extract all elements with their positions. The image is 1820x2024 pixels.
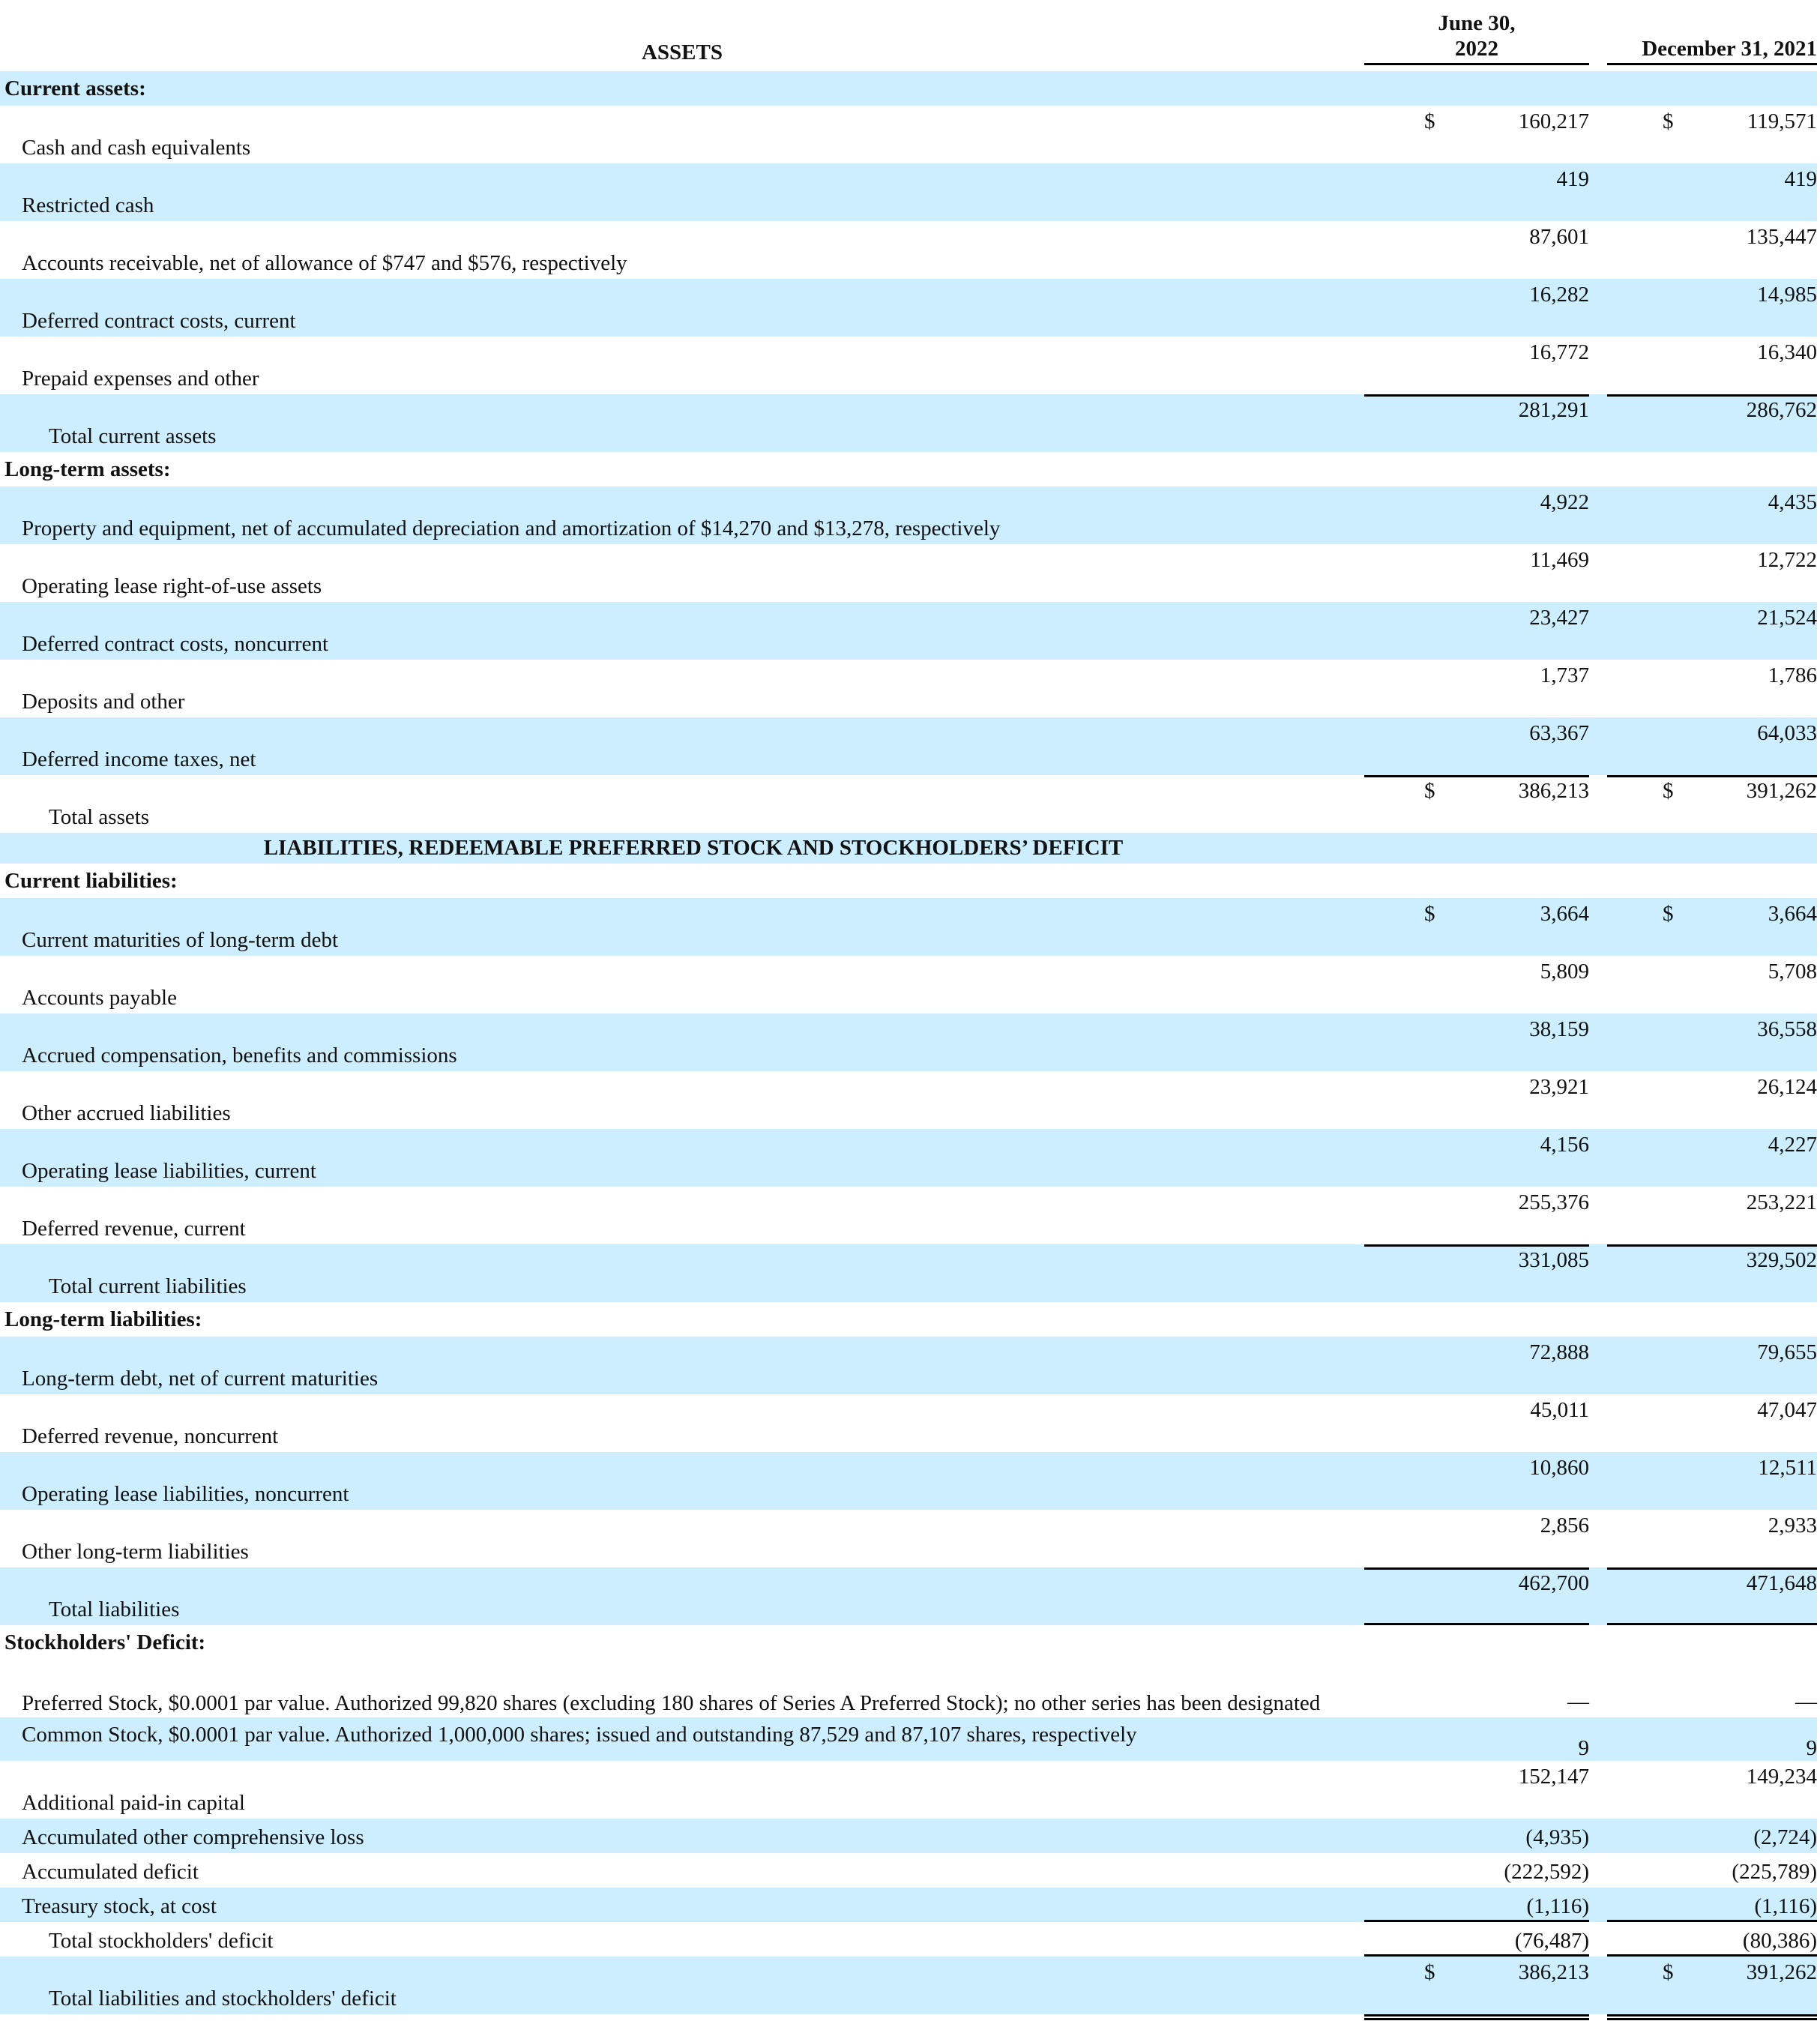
table-row [0, 1013, 1817, 1071]
row-label: Treasury stock, at cost [22, 1894, 217, 1918]
table-row [0, 956, 1817, 1013]
rule-line [1607, 1244, 1817, 1247]
value-june-2022: 2,856 [1540, 1514, 1589, 1537]
table-row [0, 717, 1817, 775]
value-june-2022: (1,116) [1526, 1894, 1589, 1918]
table-row [0, 864, 1817, 898]
value-june-2022: 10,860 [1529, 1456, 1589, 1480]
table-row [0, 1761, 1817, 1819]
column-header-june-2022 [1364, 10, 1589, 65]
value-june-2022: 281,291 [1518, 398, 1589, 422]
value-dec-2021: 4,227 [1768, 1133, 1817, 1157]
value-june-2022: 4,156 [1540, 1133, 1589, 1157]
table-row [0, 1302, 1817, 1337]
value-june-2022: 152,147 [1518, 1765, 1589, 1789]
value-dec-2021: 36,558 [1757, 1017, 1817, 1041]
value-june-2022: 87,601 [1529, 225, 1589, 249]
value-june-2022: 63,367 [1529, 721, 1589, 745]
table-row [0, 337, 1817, 394]
row-label: LIABILITIES, REDEEMABLE PREFERRED STOCK AND STOCKHOLDERS’ DEFICIT [263, 836, 1124, 860]
value-dec-2021: 21,524 [1757, 606, 1817, 630]
value-dec-2021: 391,262 [1746, 1960, 1817, 1984]
row-label: Operating lease right-of-use assets [22, 574, 322, 598]
value-june-2022: 331,085 [1518, 1248, 1589, 1272]
row-label: Operating lease liabilities, current [22, 1159, 316, 1183]
table-row [0, 487, 1817, 544]
table-row [0, 1957, 1817, 2014]
table-row [0, 602, 1817, 660]
table-row [0, 106, 1817, 163]
row-label: Long-term liabilities: [4, 1307, 202, 1331]
table-row [0, 1717, 1817, 1761]
currency-symbol: $ [1424, 902, 1435, 926]
value-june-2022: 16,282 [1529, 283, 1589, 307]
row-label: Operating lease liabilities, noncurrent [22, 1482, 349, 1506]
value-dec-2021: 47,047 [1757, 1398, 1817, 1422]
double-rule-line [1364, 2014, 1589, 2020]
table-row [0, 1187, 1817, 1244]
rule-line [1607, 1567, 1817, 1570]
value-dec-2021: (2,724) [1753, 1825, 1817, 1849]
value-dec-2021: 4,435 [1768, 490, 1817, 514]
row-label: Prepaid expenses and other [22, 367, 259, 391]
value-dec-2021: 9 [1806, 1736, 1817, 1760]
row-label: Accrued compensation, benefits and commissions [22, 1043, 457, 1067]
table-header [0, 0, 1820, 71]
table-row [0, 1337, 1817, 1394]
value-dec-2021: 419 [1784, 167, 1817, 191]
rule-line [1364, 394, 1589, 397]
value-june-2022: 38,159 [1529, 1017, 1589, 1041]
column-header-line: 2022 [1455, 37, 1498, 61]
value-june-2022: 1,737 [1540, 663, 1589, 687]
value-june-2022: (76,487) [1514, 1929, 1589, 1953]
currency-symbol: $ [1663, 1960, 1674, 1984]
assets-title: ASSETS [641, 40, 723, 64]
row-label: Accumulated other comprehensive loss [22, 1825, 364, 1849]
table-row [0, 394, 1817, 452]
row-label: Current liabilities: [4, 869, 178, 893]
column-header-line: June 30, [1438, 11, 1516, 35]
rule-line [1364, 1567, 1589, 1570]
row-label: Total assets [49, 805, 150, 829]
table-row [0, 775, 1817, 833]
table-row [0, 544, 1817, 602]
value-dec-2021: 253,221 [1746, 1190, 1817, 1214]
value-dec-2021: (1,116) [1754, 1894, 1817, 1918]
value-june-2022: — [1567, 1690, 1589, 1714]
row-label: Other accrued liabilities [22, 1101, 231, 1125]
value-june-2022: 23,921 [1529, 1075, 1589, 1099]
value-dec-2021: 16,340 [1757, 340, 1817, 364]
value-dec-2021: 5,708 [1768, 960, 1817, 984]
row-label: Stockholders' Deficit: [4, 1630, 206, 1654]
row-label: Total liabilities and stockholders' deficit [49, 1987, 397, 2011]
value-dec-2021: 135,447 [1746, 225, 1817, 249]
rule-line [1607, 775, 1817, 777]
value-dec-2021: 149,234 [1746, 1765, 1817, 1789]
table-row [0, 221, 1817, 279]
row-label: Property and equipment, net of accumulated depreciation and amortization of $14,270 and $13,278, respectively [22, 516, 1001, 540]
table-row [0, 1394, 1817, 1452]
table-row [0, 1888, 1817, 1922]
column-header-dec-2021: December 31, 2021 [1607, 36, 1817, 65]
value-dec-2021: 119,571 [1747, 109, 1817, 133]
row-label: Accumulated deficit [22, 1860, 199, 1884]
table-row [0, 71, 1817, 106]
value-dec-2021: 14,985 [1757, 283, 1817, 307]
value-dec-2021: 26,124 [1757, 1075, 1817, 1099]
table-row [0, 1452, 1817, 1510]
row-label: Restricted cash [22, 193, 154, 217]
value-june-2022: 462,700 [1518, 1571, 1589, 1595]
value-dec-2021: 286,762 [1746, 398, 1817, 422]
value-dec-2021: 12,722 [1757, 548, 1817, 572]
value-dec-2021: 64,033 [1757, 721, 1817, 745]
row-label: Current assets: [4, 76, 146, 100]
table-row [0, 1922, 1817, 1957]
value-june-2022: 419 [1556, 167, 1589, 191]
table-row [0, 1625, 1817, 1660]
value-dec-2021: 3,664 [1768, 902, 1817, 926]
value-dec-2021: (225,789) [1732, 1860, 1817, 1884]
value-june-2022: 255,376 [1518, 1190, 1589, 1214]
value-dec-2021: 1,786 [1768, 663, 1817, 687]
table-row [0, 1129, 1817, 1187]
value-dec-2021: 391,262 [1746, 779, 1817, 803]
table-body [0, 71, 1820, 2014]
row-label: Deferred revenue, noncurrent [22, 1424, 279, 1448]
value-dec-2021: — [1795, 1690, 1817, 1714]
value-june-2022: 72,888 [1529, 1340, 1589, 1364]
table-row [0, 279, 1817, 337]
value-dec-2021: 329,502 [1746, 1248, 1817, 1272]
value-dec-2021: 2,933 [1768, 1514, 1817, 1537]
table-row [0, 1660, 1817, 1717]
row-label: Common Stock, $0.0001 par value. Authorized 1,000,000 shares; issued and outstanding 87,529 and 87,107 shares, respectively [22, 1723, 1137, 1747]
value-june-2022: 9 [1578, 1736, 1589, 1760]
row-label: Deposits and other [22, 690, 185, 714]
row-label: Deferred contract costs, current [22, 309, 296, 333]
row-label: Deferred contract costs, noncurrent [22, 632, 329, 656]
row-label: Additional paid-in capital [22, 1791, 245, 1815]
value-june-2022: 5,809 [1540, 960, 1589, 984]
table-row [0, 833, 1817, 864]
row-label: Total current assets [49, 424, 217, 448]
row-label: Accounts payable [22, 986, 177, 1010]
currency-symbol: $ [1663, 902, 1674, 926]
rule-line [1364, 1244, 1589, 1247]
value-dec-2021: 12,511 [1758, 1456, 1817, 1480]
value-june-2022: (222,592) [1504, 1860, 1589, 1884]
table-row [0, 1244, 1817, 1302]
table-row [0, 452, 1817, 487]
row-label: Accounts receivable, net of allowance of $747 and $576, respectively [22, 251, 627, 275]
currency-symbol: $ [1424, 1960, 1435, 1984]
currency-symbol: $ [1663, 109, 1674, 133]
row-label: Cash and cash equivalents [22, 136, 251, 160]
value-june-2022: 3,664 [1540, 902, 1589, 926]
table-row [0, 1853, 1817, 1888]
table-row [0, 1510, 1817, 1567]
value-dec-2021: (80,386) [1742, 1929, 1817, 1953]
row-label: Total current liabilities [49, 1274, 247, 1298]
value-june-2022: (4,935) [1525, 1825, 1589, 1849]
rule-line [1364, 775, 1589, 777]
table-row [0, 1819, 1817, 1853]
row-label: Current maturities of long-term debt [22, 928, 339, 952]
currency-symbol: $ [1663, 779, 1674, 803]
value-june-2022: 160,217 [1518, 109, 1589, 133]
currency-symbol: $ [1424, 779, 1435, 803]
row-label: Long-term assets: [4, 457, 171, 481]
row-label: Long-term debt, net of current maturities [22, 1367, 379, 1391]
table-row [0, 1567, 1817, 1625]
table-row [0, 660, 1817, 717]
value-june-2022: 16,772 [1529, 340, 1589, 364]
row-label: Deferred revenue, current [22, 1217, 246, 1241]
row-label: Total stockholders' deficit [49, 1929, 274, 1953]
double-rule-line [1607, 2014, 1817, 2020]
table-row [0, 898, 1817, 956]
value-june-2022: 4,922 [1540, 490, 1589, 514]
row-label: Total liabilities [49, 1597, 180, 1621]
value-june-2022: 23,427 [1529, 606, 1589, 630]
value-dec-2021: 471,648 [1746, 1571, 1817, 1595]
value-dec-2021: 79,655 [1757, 1340, 1817, 1364]
value-june-2022: 45,011 [1530, 1398, 1589, 1422]
row-label: Other long-term liabilities [22, 1540, 249, 1564]
row-label: Preferred Stock, $0.0001 par value. Authorized 99,820 shares (excluding 180 shares of Series A Preferred Stock); no other series has been designated [22, 1691, 1321, 1715]
value-june-2022: 386,213 [1518, 779, 1589, 803]
table-row [0, 1071, 1817, 1129]
row-label: Deferred income taxes, net [22, 747, 256, 771]
table-row [0, 163, 1817, 221]
rule-line [1607, 394, 1817, 397]
value-june-2022: 386,213 [1518, 1960, 1589, 1984]
value-june-2022: 11,469 [1530, 548, 1589, 572]
currency-symbol: $ [1424, 109, 1435, 133]
